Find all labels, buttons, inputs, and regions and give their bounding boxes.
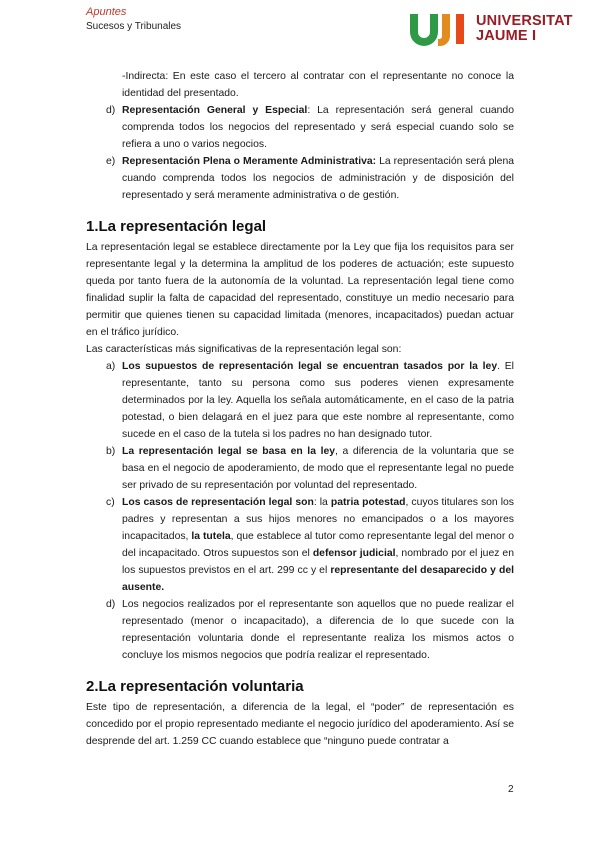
section2-heading: 2.La representación voluntaria	[86, 678, 304, 695]
uji-mark-icon	[408, 12, 470, 46]
logo-line1: UNIVERSITAT	[476, 13, 573, 29]
item-text: La representación será plena cuando comprenda todos los negocios de administración y de disposición del representado y será meramente administrativa o de gestión.	[122, 156, 515, 201]
section1-lead: Las características más significativas de la representación legal son:	[86, 344, 402, 355]
item-text: , que establece al tutor como representante legal del menor o del incapacitado. Otros supuestos son el	[122, 531, 514, 559]
item-bold: defensor judicial	[312, 548, 396, 559]
item-text: , a diferencia de la voluntaria que se basa en el negocio de apoderamiento, de modo que el representante legal no puede ser privado de su representación por voluntad del representado.	[122, 446, 515, 491]
item-bold: la tutela	[191, 531, 231, 542]
item-bold: Los casos de representación legal son	[122, 497, 314, 508]
item-text: , cuyos titulares son los padres y representan a sus hijos menores no emancipados o a los mayores incapacitados,	[122, 497, 515, 542]
header-subtitle: Sucesos y Tribunales	[86, 21, 182, 32]
document-body	[86, 68, 514, 750]
list-item-c	[86, 494, 514, 596]
university-logo	[408, 12, 578, 46]
item-label: d)	[106, 599, 116, 610]
logo-line2: JAUME I	[476, 28, 537, 44]
item-bold: Representación Plena o Meramente Administrativa:	[122, 156, 377, 167]
header-apuntes: Apuntes	[86, 6, 127, 18]
item-label: e)	[106, 156, 116, 167]
item-bold: Los supuestos de representación legal se encuentran tasados por la ley	[122, 361, 498, 372]
item-text: , nombrado por el juez en los supuestos previstos en el art. 299 cc y el	[122, 548, 514, 576]
item-text: : La representación será general cuando comprenda todos los negocios del representado y será especial cuando solo se refiera a uno o varios negocios.	[122, 105, 514, 150]
item-text: Los negocios realizados por el representante son aquellos que no puede realizar el representado (menor o incapacitado), a diferencia de lo que sucede con la representación voluntaria donde el representante realiza los mismos actos o concluye los mismos negocios que podría realizar el representado.	[122, 599, 514, 661]
list-item-d	[86, 102, 514, 153]
list-item-a	[86, 358, 514, 443]
item-bold: La representación legal se basa en la ley	[122, 446, 336, 457]
section2-paragraph: Este tipo de representación, a diferencia de la legal, el “poder” de representación es concedido por el propio representado mediante el negocio jurídico del apoderamiento. Así se desprende del art. 1.259 CC cuando establece que “ninguno puede contratar a	[86, 702, 514, 747]
item-label: b)	[106, 446, 116, 457]
list-item-e	[86, 153, 514, 204]
page-number: 2	[508, 784, 514, 795]
list-item-b	[86, 443, 514, 494]
item-label: a)	[106, 361, 116, 372]
item-bold: patria potestad	[330, 497, 406, 508]
item-bold: representante del desaparecido y del ausente.	[122, 565, 514, 593]
list-item-d2	[86, 596, 514, 664]
item-label: c)	[106, 497, 115, 508]
item-text: : la	[313, 497, 331, 508]
item-label: d)	[106, 105, 116, 116]
section1-heading: 1.La representación legal	[86, 218, 267, 235]
item-bold: Representación General y Especial	[122, 105, 308, 116]
item-text: . El representante, tanto su persona como sus poderes vienen expresamente determinados por la ley. Aquella los señala automáticamente, en el caso de la patria potestad, o bien delagará en el juez para que este nombre al representante, como sucede en el caso de la tutela si los padres no han designado tutor.	[122, 361, 514, 440]
indirecta-text: -Indirecta: En este caso el tercero al contratar con el representante no conoce la identidad del presentado.	[122, 71, 514, 99]
section1-paragraph: La representación legal se establece directamente por la Ley que fija los requisitos para ser representante legal y la determina la amplitud de los poderes de actuación; este supuesto queda por tanto fuera de la autonomía de la voluntad. La representación legal tiene como finalidad suplir la falta de capacidad del representado, constituye un medio necesario para permitir que quienes tienen su capacidad limitada (menores, incapacitados) puedan actuar en el tráfico jurídico.	[86, 242, 514, 338]
logo-text	[476, 14, 573, 44]
